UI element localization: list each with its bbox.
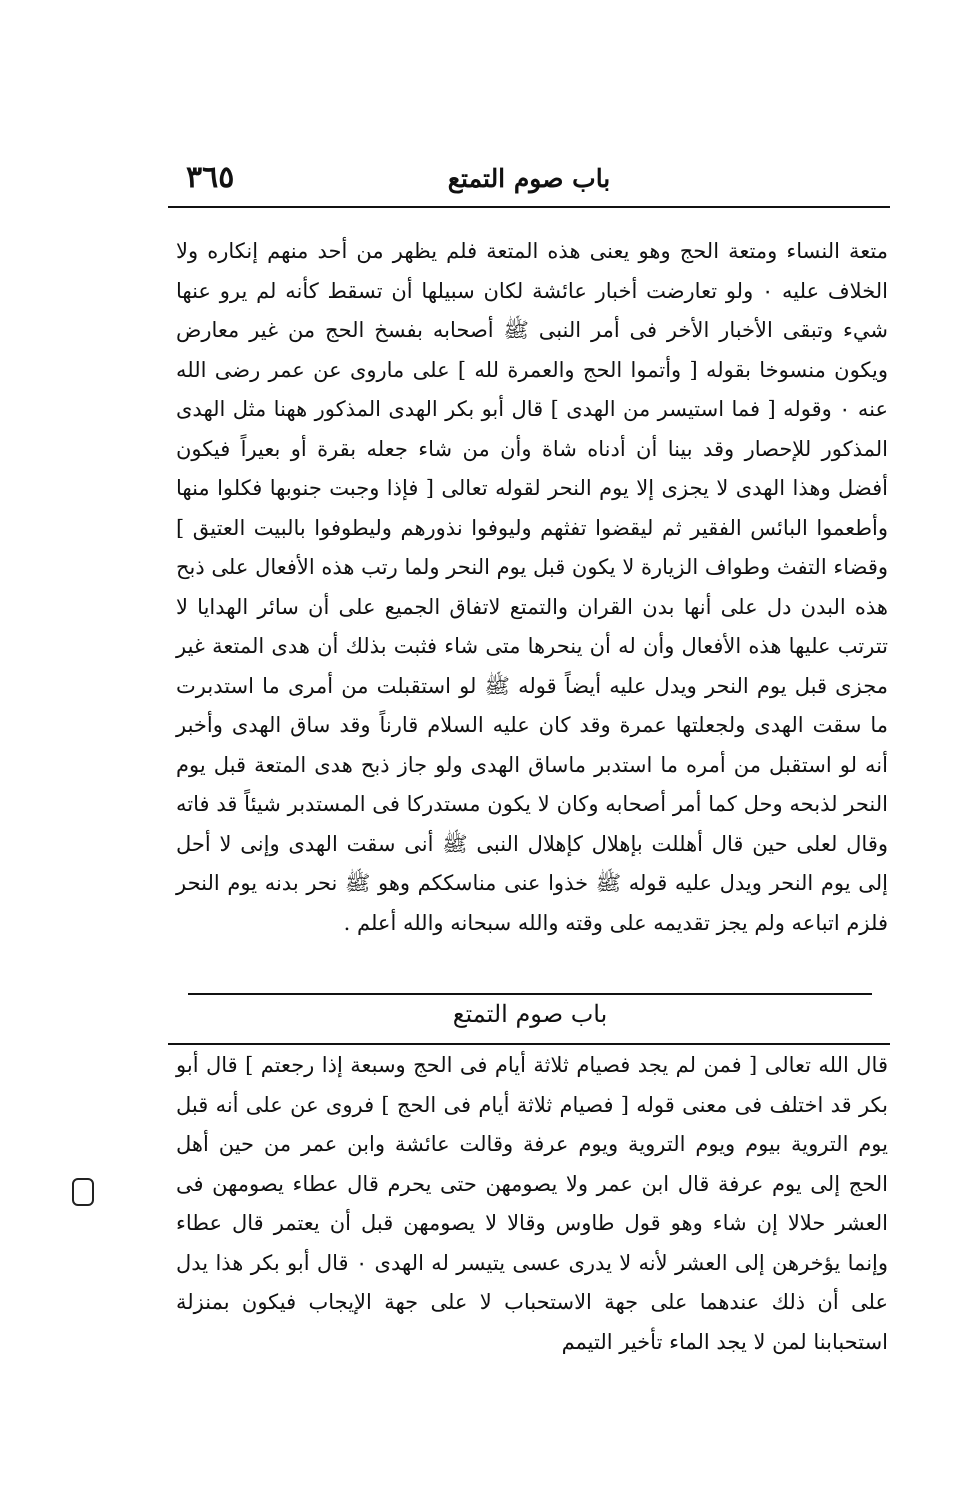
margin-mark-icon [72, 1178, 94, 1206]
section-title: باب صوم التمتع [452, 1000, 608, 1028]
section-divider-bottom [168, 1043, 890, 1045]
header-rule [168, 206, 890, 208]
running-title: باب صوم التمتع [447, 164, 611, 193]
paragraph-2: قال الله تعالى [ فمن لم يجد فصيام ثلاثة أيام فى الحج وسبعة إذا رجعتم ] قال أبو بكر قد اختلف فى معنى قوله [ فصيام ثلاثة أيام فى الحج ] فروى عن على أنه قبل يوم التروية بيوم ويوم التروية ويوم عرفة وقالت عائشة وابن عمر من حين أهل الحج إلى يوم عرفة قال ابن عمر ولا يصومهن حتى يحرم قال عطاء يصومهن فى العشر حلالا إن شاء وهو قول طاوس وقالا لا يصومهن قبل أن يعتمر قال عطاء وإنما يؤخرهن إلى العشر لأنه لا يدرى عسى يتيسر له الهدى ٠ قال أبو بكر هذا يدل على أن ذلك عندهما على جهة الاستحباب لا على جهة الإيجاب فيكون بمنزلة استحبابنا لمن لا يجد الماء تأخير التيمم [176, 1053, 889, 1354]
page-number: ٣٦٥ [186, 160, 235, 195]
section-divider-top [188, 993, 872, 995]
page-header [168, 160, 890, 204]
paragraph-1: متعة النساء ومتعة الحج وهو يعنى هذه المتعة فلم يظهر من أحد منهم إنكاره ولا الخلاف عليه ٠ ولو تعارضت أخبار عائشة لكان سبيلها أن تسقط كأنه لم يرو عنها شيء وتبقى الأخبار الأخر فى أمر النبى ﷺ أصحابه بفسخ الحج من غير معارض ويكون منسوخا بقوله [ وأتموا الحج والعمرة لله ] على ماروى عن عمر رضى الله عنه ٠ وقوله [ فما استيسر من الهدى ] قال أبو بكر الهدى المذكور ههنا مثل الهدى المذكور للإحصار وقد بينا أن أدناه شاة وأن من شاء جعله بقرة أو بعيراً فيكون أفضل وهذا الهدى لا يجزى إلا يوم النحر لقوله تعالى [ فإذا وجبت جنوبها فكلوا منها وأطعموا البائس الفقير ثم ليقضوا تفثهم وليوفوا نذورهم وليطوفوا بالبيت العتيق ] وقضاء التفث وطواف الزيارة لا يكون قبل يوم النحر ولما رتب هذه الأفعال على ذبح هذه البدن دل على أنها بدن القران والتمتع لاتفاق الجميع على أن سائر الهدايا لا تترتب عليها هذه الأفعال وأن له أن ينحرها متى شاء فثبت بذلك أن هدى المتعة غير مجزى قبل يوم النحر ويدل عليه أيضاً قوله ﷺ لو استقبلت من أمرى ما استدبرت ما سقت الهدى ولجعلتها عمرة وقد كان عليه السلام قارناً وقد ساق الهدى وأخبر أنه لو استقبل من أمره ما استدبر ماساق الهدى ولو جاز ذبح هدى المتعة قبل يوم النحر لذبحه وحل كما أمر أصحابه وكان لا يكون مستدركا فى المستدبر شيئاً قد فاته وقال لعلى حين قال أهللت بإهلال كإهلال النبى ﷺ أنى سقت الهدى وإنى لا أحل إلى يوم النحر ويدل عليه قوله ﷺ خذوا عنى مناسككم وهو ﷺ نحر بدنه يوم النحر فلزم اتباعه ولم يجز تقديمه على وقته والله سبحانه والله أعلم . [176, 239, 888, 935]
